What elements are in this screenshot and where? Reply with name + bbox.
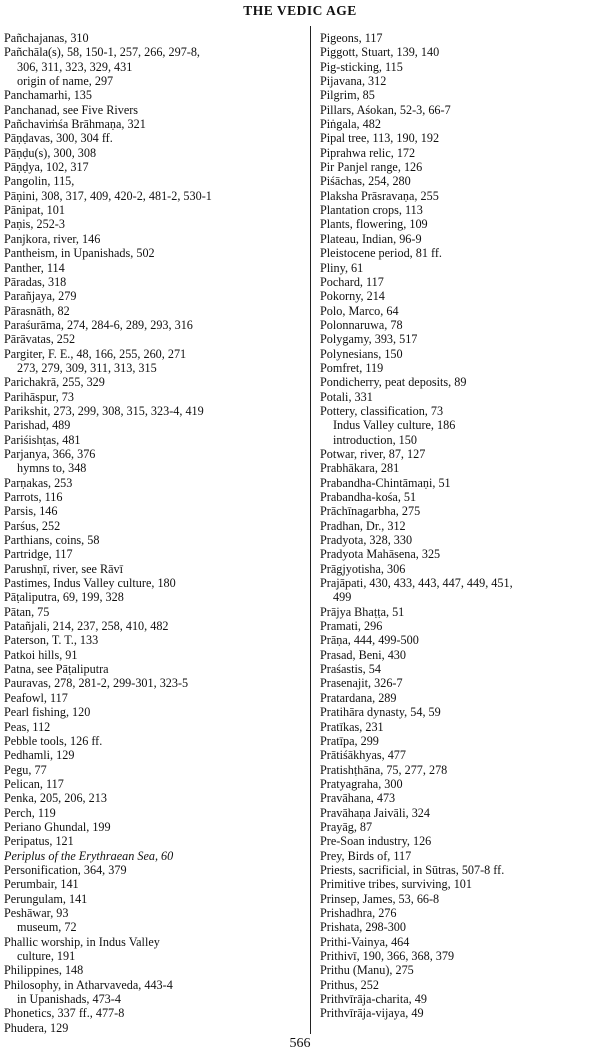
index-entry: Personification, 364, 379 — [4, 862, 127, 877]
index-entry: Prabandha-kośa, 51 — [320, 490, 417, 504]
index-entry: Pratīpa, 299 — [320, 733, 379, 748]
index-entry: Panjkora, river, 146 — [4, 231, 101, 246]
index-entry: Pariśishṭas, 481 — [4, 432, 81, 447]
index-entry: Pāṭaliputra, 69, 199, 328 — [4, 590, 124, 605]
index-entry: Polygamy, 393, 517 — [320, 332, 418, 347]
index-entry: Prāṇa, 444, 499-500 — [320, 633, 419, 648]
index-subentry: 306, 311, 323, 329, 431 — [17, 59, 133, 74]
index-entry: Prājya Bhaṭṭa, 51 — [320, 604, 405, 619]
index-entry: Pratishṭhāna, 75, 277, 278 — [320, 762, 448, 777]
index-entry: Pottery, classification, 73 — [320, 403, 444, 418]
index-entry: Paṇis, 252-3 — [4, 217, 65, 232]
page-header: THE VEDIC AGE — [243, 3, 357, 18]
index-entry: Parṇakas, 253 — [4, 475, 73, 490]
index-entry: Prāgjyotisha, 306 — [320, 561, 406, 576]
index-entry: Pratardana, 289 — [320, 690, 397, 705]
index-entry: Pelican, 117 — [4, 776, 64, 791]
index-subentry: Indus Valley culture, 186 — [333, 418, 456, 433]
index-entry: Patna, see Pāṭaliputra — [4, 662, 109, 677]
index-entry: Pargiter, F. E., 48, 166, 255, 260, 271 — [4, 346, 187, 361]
index-subentry: 273, 279, 309, 311, 313, 315 — [17, 360, 157, 375]
index-entry: Plateau, Indian, 96-9 — [320, 231, 422, 246]
index-entry: Piṅgala, 482 — [320, 117, 381, 132]
index-entry: Pañchajanas, 310 — [4, 31, 89, 45]
index-entry: Philippines, 148 — [4, 963, 84, 978]
index-entry: Panchanad, see Five Rivers — [4, 102, 139, 117]
index-entry: Potali, 331 — [320, 389, 373, 404]
index-entry: Pedhamli, 129 — [4, 748, 75, 763]
index-entry: Pillars, Aśokan, 52-3, 66-7 — [320, 102, 451, 117]
index-entry: Pantheism, in Upanishads, 502 — [4, 246, 155, 261]
index-column-left — [4, 31, 304, 1035]
index-entry: Pramati, 296 — [320, 619, 383, 634]
index-subentry: culture, 191 — [17, 949, 76, 963]
index-entry: Pig-sticking, 115 — [320, 59, 403, 74]
index-entry: Parsis, 146 — [4, 504, 58, 519]
index-entry: Philosophy, in Atharvaveda, 443-4 — [4, 977, 173, 992]
index-entry: Pijavana, 312 — [320, 74, 387, 89]
index-subentry: introduction, 150 — [333, 432, 417, 447]
index-entry: Parthians, coins, 58 — [4, 533, 100, 548]
index-entry: Penka, 205, 206, 213 — [4, 791, 107, 806]
index-entry: Pilgrim, 85 — [320, 88, 375, 103]
index-entry: Paraśurāma, 274, 284-6, 289, 293, 316 — [4, 317, 193, 332]
index-entry: Pleistocene period, 81 ff. — [320, 246, 442, 261]
index-entry: Perch, 119 — [4, 805, 56, 820]
index-entry: Pegu, 77 — [4, 762, 47, 777]
index-entry: Phallic worship, in Indus Valley — [4, 934, 160, 949]
index-entry: Priests, sacrificial, in Sūtras, 507-8 ff. — [320, 862, 505, 877]
index-entry: Prātiśākhyas, 477 — [320, 748, 406, 763]
index-entry: Pāradas, 318 — [4, 274, 67, 289]
index-entry: Prajāpati, 430, 433, 443, 447, 449, 451, — [320, 576, 513, 591]
index-subentry: museum, 72 — [17, 920, 77, 935]
index-entry: Pomfret, 119 — [320, 360, 384, 375]
index-entry: Pir Panjel range, 126 — [320, 160, 423, 175]
index-entry: Primitive tribes, surviving, 101 — [320, 877, 472, 892]
index-entry: Parśus, 252 — [4, 518, 61, 533]
index-entry: Peshāwar, 93 — [4, 905, 69, 920]
index-entry: Polynesians, 150 — [320, 346, 403, 361]
index-entry: Parikshit, 273, 299, 308, 315, 323-4, 419 — [4, 403, 204, 418]
index-entry: Prey, Birds of, 117 — [320, 848, 412, 863]
index-entry: Patkoi hills, 91 — [4, 647, 78, 662]
index-entry: Pearl fishing, 120 — [4, 705, 91, 720]
index-entry: Phonetics, 337 ff., 477-8 — [4, 1006, 125, 1021]
index-entry: Prishata, 298-300 — [320, 920, 406, 935]
index-entry: Potwar, river, 87, 127 — [320, 446, 426, 461]
index-entry: Pāṇḍavas, 300, 304 ff. — [4, 131, 113, 146]
index-entry: Pratihāra dynasty, 54, 59 — [320, 705, 441, 720]
index-entry: Parjanya, 366, 376 — [4, 446, 96, 461]
index-entry: Prithi-Vainya, 464 — [320, 934, 410, 949]
index-entry: Pravāhana, 473 — [320, 791, 396, 806]
index-entry: Parihāspur, 73 — [4, 389, 74, 404]
index-entry: Piśāchas, 254, 280 — [320, 174, 411, 189]
index-entry: Parrots, 116 — [4, 490, 63, 504]
index-entry: Pradyota, 328, 330 — [320, 533, 413, 548]
index-entry: Pātan, 75 — [4, 604, 50, 619]
index-entry: Prabhākara, 281 — [320, 461, 400, 476]
index-subentry: hymns to, 348 — [17, 461, 87, 476]
index-entry: Prithu (Manu), 275 — [320, 963, 414, 978]
index-entry: Prithus, 252 — [320, 977, 379, 992]
index-entry: Prithvīrāja-vijaya, 49 — [320, 1006, 424, 1021]
index-entry: Prabandha-Chintāmaṇi, 51 — [320, 475, 451, 490]
index-entry: Polo, Marco, 64 — [320, 303, 399, 318]
index-entry: Pānipat, 101 — [4, 203, 65, 218]
index-entry: Pratīkas, 231 — [320, 719, 384, 734]
index-entry: Pravāhaṇa Jaivāli, 324 — [320, 805, 430, 820]
index-entry: Parichakrā, 255, 329 — [4, 375, 105, 390]
index-entry: Patañjali, 214, 237, 258, 410, 482 — [4, 619, 169, 634]
index-entry: Partridge, 117 — [4, 547, 73, 562]
index-entry: Prāchīnagarbha, 275 — [320, 504, 421, 519]
index-entry: Pañchaviṁśa Brāhmaṇa, 321 — [4, 117, 146, 132]
index-entry: Pebble tools, 126 ff. — [4, 733, 103, 748]
index-entry: Perumbair, 141 — [4, 877, 79, 892]
index-entry: Piprahwa relic, 172 — [320, 145, 416, 160]
index-entry: Panchamarhi, 135 — [4, 88, 92, 103]
page-number: 566 — [289, 1036, 311, 1051]
index-entry: Polonnaruwa, 78 — [320, 317, 403, 332]
index-subentry: in Upanishads, 473-4 — [17, 992, 121, 1007]
index-entry: Perungulam, 141 — [4, 891, 88, 906]
index-entry: Pārāvatas, 252 — [4, 332, 76, 347]
index-subentry: origin of name, 297 — [17, 74, 114, 89]
index-entry: Pokorny, 214 — [320, 289, 385, 304]
index-entry: Plants, flowering, 109 — [320, 217, 428, 232]
index-entry: Pondicherry, peat deposits, 89 — [320, 375, 467, 390]
index-entry: Pochard, 117 — [320, 274, 384, 289]
index-entry: Prithvīrāja-charita, 49 — [320, 992, 427, 1007]
index-entry: Plantation crops, 113 — [320, 203, 423, 218]
index-entry: Pratyagraha, 300 — [320, 776, 403, 791]
index-entry: Prinsep, James, 53, 66-8 — [320, 891, 440, 906]
index-entry: Praśastis, 54 — [320, 662, 381, 677]
index-entry: Pāṇini, 308, 317, 409, 420-2, 481-2, 530-1 — [4, 188, 212, 203]
index-entry: Periano Ghundal, 199 — [4, 819, 111, 834]
index-entry: Pre-Soan industry, 126 — [320, 834, 432, 849]
index-entry: Pliny, 61 — [320, 260, 364, 275]
index-entry: Pigeons, 117 — [320, 31, 383, 45]
index-entry: Parañjaya, 279 — [4, 289, 77, 304]
index-entry: Prayāg, 87 — [320, 819, 373, 834]
index-entry: Peafowl, 117 — [4, 690, 68, 705]
index-entry: Pangolin, 115, — [4, 174, 75, 189]
index-entry: Pāṇḍu(s), 300, 308 — [4, 145, 97, 160]
index-entry: Paterson, T. T., 133 — [4, 633, 99, 648]
index-entry: Phudera, 129 — [4, 1020, 69, 1035]
index-entry: Pastimes, Indus Valley culture, 180 — [4, 576, 176, 591]
index-entry: Prasad, Beni, 430 — [320, 647, 406, 662]
index-entry: Peripatus, 121 — [4, 834, 74, 849]
index-entry: Pauravas, 278, 281-2, 299-301, 323-5 — [4, 676, 189, 691]
index-column-right — [320, 31, 596, 1021]
index-entry: Pradyota Mahāsena, 325 — [320, 547, 441, 562]
index-entry: Pāṇḍya, 102, 317 — [4, 160, 89, 175]
index-entry: Periplus of the Erythraean Sea, 60 — [4, 848, 174, 863]
index-entry: Pipal tree, 113, 190, 192 — [320, 131, 440, 146]
column-divider — [310, 26, 311, 1034]
index-entry: Pañchāla(s), 58, 150-1, 257, 266, 297-8, — [4, 45, 200, 60]
index-entry: Pārasnāth, 82 — [4, 303, 70, 318]
index-entry: Prithivī, 190, 366, 368, 379 — [320, 949, 455, 963]
index-entry: Prasenajit, 326-7 — [320, 676, 403, 691]
index-entry: Prishadhra, 276 — [320, 905, 397, 920]
index-subentry: 499 — [333, 590, 352, 605]
index-entry: Pradhan, Dr., 312 — [320, 518, 406, 533]
index-entry: Piggott, Stuart, 139, 140 — [320, 45, 440, 60]
index-entry: Plaksha Prāsravaṇa, 255 — [320, 188, 439, 203]
index-entry: Parushṇī, river, see Rāvī — [4, 561, 123, 576]
index-entry: Parishad, 489 — [4, 418, 71, 433]
index-entry: Panther, 114 — [4, 260, 65, 275]
index-entry: Peas, 112 — [4, 719, 51, 734]
